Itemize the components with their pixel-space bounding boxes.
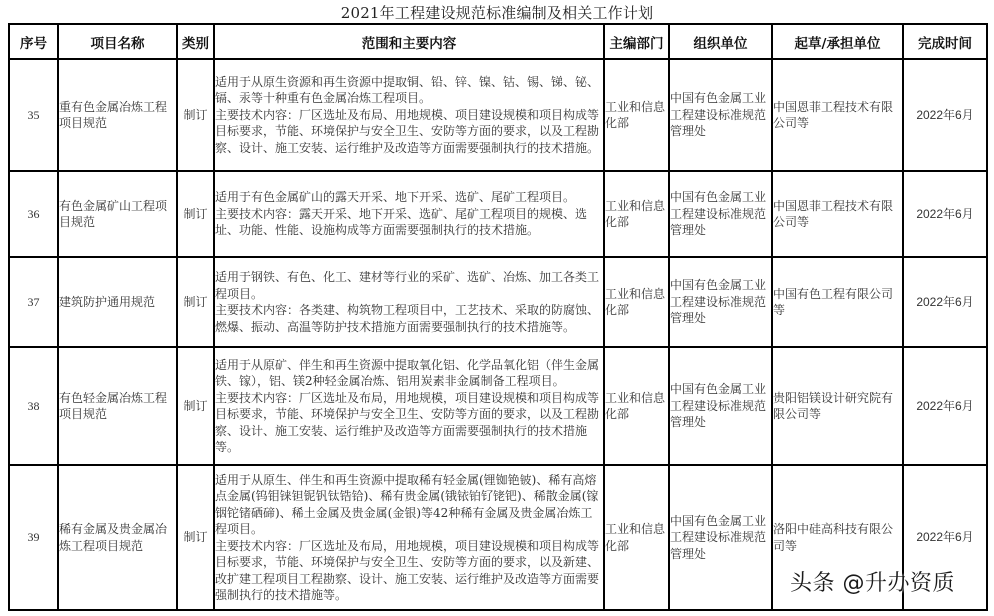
row-scope <box>214 59 604 171</box>
row-type: 制订 <box>177 347 214 465</box>
row-num: 35 <box>9 59 58 171</box>
scope-main-content-text: 主要技术内容：露天开采、地下开采、选矿、尾矿工程项目的规模、选址、功能、性能、设施构成等方面需要强制执行的技术措施。 <box>215 206 588 238</box>
row-type: 制订 <box>177 257 214 347</box>
row-organizer: 中国有色金属工业工程建设标准规范管理处 <box>669 347 772 465</box>
header-date: 完成时间 <box>903 24 987 59</box>
table-row <box>9 171 987 257</box>
row-project-name: 有色金属矿山工程项目规范 <box>58 171 177 257</box>
scope-main-content-text: 主要技术内容：各类建、构筑物工程项目中，工艺技术、采取的防腐蚀、燃爆、振动、高温等防护技术措施方面需要强制执行的技术措施等。 <box>215 303 600 334</box>
row-editor-dept: 工业和信息化部 <box>604 465 669 610</box>
row-editor-dept: 工业和信息化部 <box>604 171 669 257</box>
document-title: 2021年工程建设规范标准编制及相关工作计划 <box>340 4 654 22</box>
row-completion-date: 2022年6月 <box>903 59 987 171</box>
row-completion-date: 2022年6月 <box>903 347 987 465</box>
table-row <box>9 59 987 171</box>
row-drafter: 中国恩菲工程技术有限公司等 <box>772 59 903 171</box>
table-row <box>9 347 987 465</box>
header-org: 组织单位 <box>669 24 772 59</box>
row-completion-date: 2022年6月 <box>903 171 987 257</box>
row-scope <box>214 171 604 257</box>
table-row <box>9 257 987 347</box>
scope-main-content-text: 主要技术内容：厂区选址及布局，用地规模，项目建设规模和项目构成等目标要求，节能、环境保护与安全卫生、安防等方面的要求，以及新建、改扩建工程项目工程勘察、设计、施工安装、运行维护及改造等方面需要强制执行的技术措施等。 <box>215 538 600 602</box>
row-completion-date: 2022年6月 <box>903 465 987 610</box>
row-drafter: 中国有色工程有限公司等 <box>772 257 903 347</box>
work-plan-table <box>8 23 988 611</box>
row-num: 38 <box>9 347 58 465</box>
header-scope: 范围和主要内容 <box>214 24 604 59</box>
scope-main-content-text: 主要技术内容：厂区选址及布局、用地规模、项目建设规模和项目构成等目标要求，节能、环境保护与安全卫生、安防等方面的要求，以及工程勘察、设计、施工安装、运行维护及改造等方面需要强制执行的技术措施。 <box>215 107 600 155</box>
header-type: 类别 <box>177 24 214 59</box>
scope-applicable-text: 适用于钢铁、有色、化工、建材等行业的采矿、选矿、冶炼、加工各类工程项目。 <box>215 270 600 301</box>
row-num: 37 <box>9 257 58 347</box>
header-num: 序号 <box>9 24 58 59</box>
row-organizer: 中国有色金属工业工程建设标准规范管理处 <box>669 465 772 610</box>
row-editor-dept: 工业和信息化部 <box>604 347 669 465</box>
header-name: 项目名称 <box>58 24 177 59</box>
row-organizer: 中国有色金属工业工程建设标准规范管理处 <box>669 59 772 171</box>
row-scope <box>214 347 604 465</box>
row-type: 制订 <box>177 465 214 610</box>
row-organizer: 中国有色金属工业工程建设标准规范管理处 <box>669 257 772 347</box>
row-editor-dept: 工业和信息化部 <box>604 257 669 347</box>
header-drafter: 起草/承担单位 <box>772 24 903 59</box>
table-header-row <box>9 24 987 59</box>
row-scope <box>214 465 604 610</box>
scope-applicable-text: 适用于从原矿、伴生和再生资源中提取氧化铝、化学品氧化铝（伴生金属铁、镓），铝、镁2种轻金属冶炼、铝用炭素非金属制备工程项目。 <box>215 357 600 388</box>
row-project-name: 重有色金属冶炼工程项目规范 <box>58 59 177 171</box>
row-organizer: 中国有色金属工业工程建设标准规范管理处 <box>669 171 772 257</box>
row-scope <box>214 257 604 347</box>
scope-applicable-text: 适用于从原生、伴生和再生资源中提取稀有轻金属(锂铷铯铍)、稀有高熔点金属(钨钼铼钽铌钒钛锆铪)、稀有贵金属(锇铱铂钌铑钯)、稀散金属(镓铟铊锗硒碲)、稀土金属及贵金属(金银)等42种稀有金属及贵金属冶炼工程项目。 <box>215 472 599 536</box>
row-project-name: 有色轻金属冶炼工程项目规范 <box>58 347 177 465</box>
scope-applicable-text: 适用于有色金属矿山的露天开采、地下开采、选矿、尾矿工程项目。 <box>215 190 576 205</box>
row-drafter: 中国恩菲工程技术有限公司等 <box>772 171 903 257</box>
row-type: 制订 <box>177 59 214 171</box>
row-drafter: 洛阳中硅高科技有限公司等 <box>772 465 903 610</box>
row-project-name: 稀有金属及贵金属冶炼工程项目规范 <box>58 465 177 610</box>
row-editor-dept: 工业和信息化部 <box>604 59 669 171</box>
row-project-name: 建筑防护通用规范 <box>58 257 177 347</box>
row-drafter: 贵阳铝镁设计研究院有限公司等 <box>772 347 903 465</box>
header-dept: 主编部门 <box>604 24 669 59</box>
row-num: 39 <box>9 465 58 610</box>
scope-main-content-text: 主要技术内容：厂区选址及布局，用地规模，项目建设规模和项目构成等目标要求，节能、环境保护与安全卫生、安防等方面的要求，以及工程勘察、设计、施工安装、运行维护及改造等方面需要强制执行的技术措施等。 <box>215 390 600 454</box>
scope-applicable-text: 适用于从原生资源和再生资源中提取铜、铅、锌、镍、钴、锡、锑、铋、镉、汞等十种重有色金属冶炼工程项目。 <box>215 74 600 106</box>
watermark-text: 头条 @升办资质 <box>790 571 955 596</box>
row-completion-date: 2022年6月 <box>903 257 987 347</box>
row-type: 制订 <box>177 171 214 257</box>
row-num: 36 <box>9 171 58 257</box>
